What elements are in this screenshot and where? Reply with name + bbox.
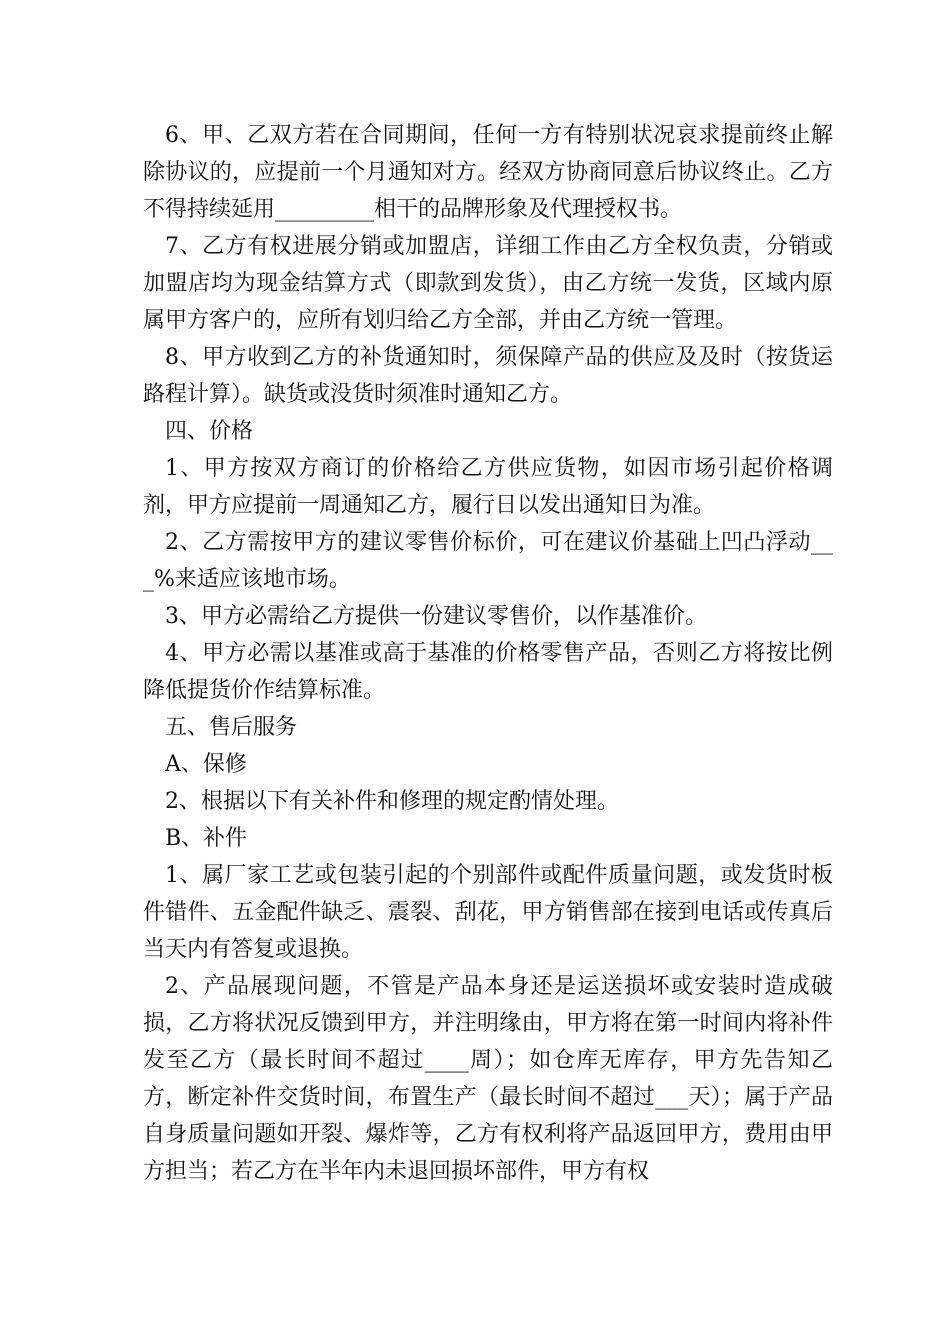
document-body — [143, 117, 833, 1190]
clause-7-distribution: 7、乙方有权进展分销或加盟店，详细工作由乙方全权负责，分销或加盟店均为现金结算方式（即款到发货），由乙方统一发货，区域内原属甲方客户的，应所有划归给乙方全部，并由乙方统一管理。 — [143, 234, 833, 333]
price-clause-3: 3、甲方必需给乙方提供一份建议零售价，以作基准价。 — [165, 604, 707, 629]
section-heading-price: 四、价格 — [165, 419, 254, 444]
parts-clause-2: 2、产品展现问题，不管是产品本身还是运送损坏或安装时造成破损，乙方将状况反馈到甲方，并注明缘由，甲方将在第一时间内将补件发至乙方（最长时间不超过____周）；如仓库无库存，甲方先告知乙方，断定补件交货时间，布置生产（最长时间不超过___天）；属于产品自身质量问题如开裂、爆炸等，乙方有权利将产品返回甲方，费用由甲方担当；若乙方在半年内未退回损坏部件，甲方有权 — [143, 974, 833, 1184]
warranty-clause-2: 2、根据以下有关补件和修理的规定酌情处理。 — [165, 789, 619, 814]
section-heading-after-sales: 五、售后服务 — [165, 715, 298, 740]
price-clause-2: 2、乙方需按甲方的建议零售价标价，可在建议价基础上凹凸浮动___%来适应该地市场。 — [143, 530, 833, 592]
parts-clause-1: 1、属厂家工艺或包装引起的个别部件或配件质量问题，或发货时板件错件、五金配件缺乏、震裂、刮花，甲方销售部在接到电话或传真后当天内有答复或退换。 — [143, 863, 833, 962]
clause-6-termination: 6、甲、乙双方若在合同期间，任何一方有特别状况哀求提前终止解除协议的，应提前一个月通知对方。经双方协商同意后协议终止。乙方不得持续延用_________相干的品牌形象及代理授权书。 — [143, 123, 833, 222]
subsection-parts: B、补件 — [165, 826, 248, 851]
clause-8-restock: 8、甲方收到乙方的补货通知时，须保障产品的供应及及时（按货运路程计算）。缺货或没货时须准时通知乙方。 — [143, 345, 833, 407]
price-clause-1: 1、甲方按双方商订的价格给乙方供应货物，如因市场引起价格调剂，甲方应提前一周通知乙方，履行日以发出通知日为准。 — [143, 456, 833, 518]
subsection-warranty: A、保修 — [165, 752, 247, 777]
price-clause-4: 4、甲方必需以基准或高于基准的价格零售产品，否则乙方将按比例降低提货价作结算标准。 — [143, 641, 833, 703]
